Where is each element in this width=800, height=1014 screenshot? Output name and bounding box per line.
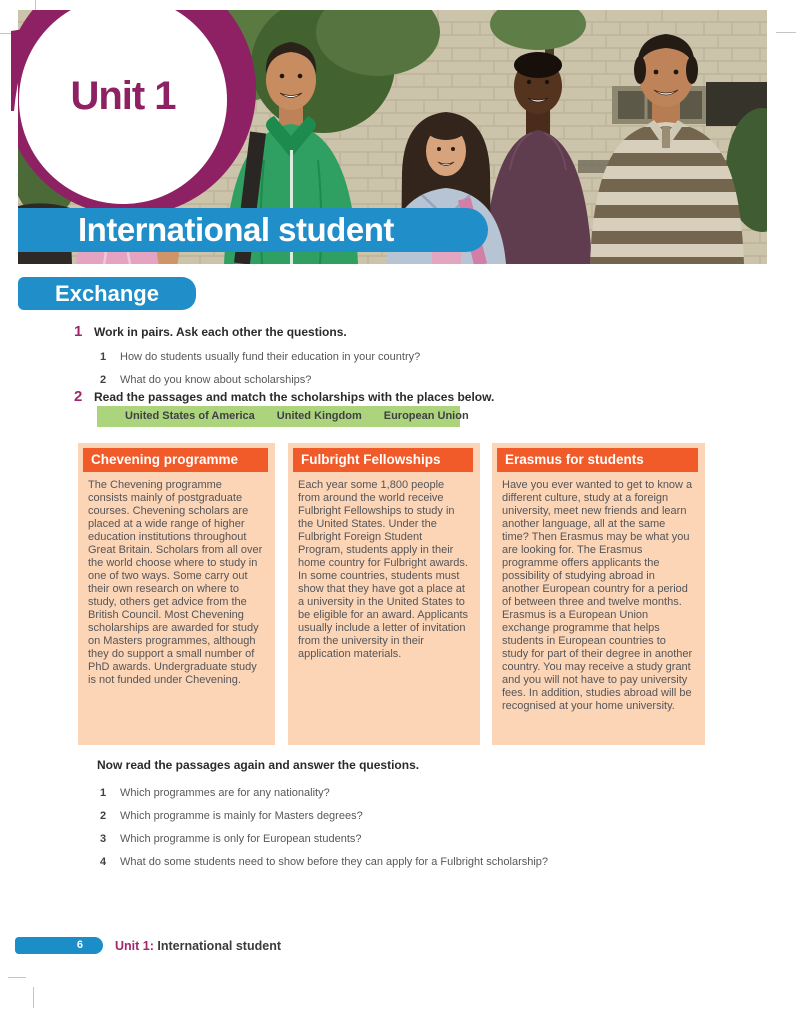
students-photo [18, 10, 767, 264]
footer-unit-label [115, 939, 281, 953]
followup-questions [100, 780, 548, 872]
exercise-2-header [74, 388, 494, 406]
passage-card-erasmus [492, 443, 705, 745]
followup-instruction: Now read the passages again and answer the questions. [97, 758, 420, 772]
question-item: 2 Which programme is mainly for Masters degrees? [100, 810, 363, 822]
exercise-1-questions [100, 344, 420, 390]
passage-title: Erasmus for students [497, 448, 698, 472]
exercise-1-instruction: Work in pairs. Ask each other the questions. [94, 325, 347, 339]
question-item: 2 What do you know about scholarships? [100, 374, 312, 386]
unit-number-label: Unit 1 [70, 74, 176, 118]
exercise-2-number: 2 [74, 388, 83, 405]
crop-mark-bottom-left-h [8, 977, 26, 978]
unit-title-banner [18, 208, 488, 252]
passage-card-fulbright [288, 443, 480, 745]
exercise-1-number: 1 [74, 323, 83, 340]
section-heading-exchange: Exchange [18, 277, 196, 310]
footer-unit-title: International student [157, 939, 281, 953]
footer-unit-prefix: Unit 1: [115, 939, 154, 953]
passage-title: Fulbright Fellowships [293, 448, 473, 472]
match-options-bar [97, 406, 469, 427]
passage-body: The Chevening programme consists mainly of postgraduate courses. Chevening scholars are placed at a wide range of higher education institutions throughout Great Britain. Scholars from all over the world choose where to study in one of two ways. Some carry out their own research on where to study, others get advice from the British Council. Most Chevening scholarships are awarded for study on Masters programmes, although they do support a small number of PhD awards. Undergraduate study is not funded under Chevening. [88, 479, 263, 686]
option-eu: European Union [383, 410, 469, 422]
passage-body: Each year some 1,800 people from around the world receive Fulbright Fellowships to study in the United States. Under the Fulbright Foreign Student Program, students apply in their home country for Fulbright awards. In some countries, students must show that they have got a place at a university in the United States to be eligible for an award. Applicants usually include a letter of invitation from the university in their application materials. [298, 479, 468, 660]
page-number-badge: 6 [15, 937, 103, 954]
option-uk: United Kingdom [276, 410, 362, 422]
exercise-1-header [74, 323, 347, 341]
question-item: 4 What do some students need to show before they can apply for a Fulbright scholarship? [100, 856, 549, 868]
exercise-2-instruction: Read the passages and match the scholarships with the places below. [94, 390, 495, 404]
passage-body: Have you ever wanted to get to know a different culture, study at a foreign university, meet new friends and learn another language, all at the same time? Then Erasmus may be what you are looking for. The Erasmus programme offers applicants the possibility of studying abroad in another European country for a period of between three and twelve months. Erasmus is a European Union exchange programme that helps students in European countries to study for part of their degree in another country. You may receive a study grant and you will not have to pay university fees. In addition, studies abroad will be recognised at your home university. [502, 479, 693, 712]
option-usa: United States of America [125, 410, 255, 422]
question-item: 3 Which programme is only for European students? [100, 833, 362, 845]
question-item: 1 How do students usually fund their education in your country? [100, 351, 421, 363]
crop-mark-top-right-h [776, 32, 796, 33]
corner-bleed-shape [11, 27, 39, 111]
unit-title-text: International student [78, 211, 394, 248]
passage-card-chevening [78, 443, 275, 745]
crop-mark-bottom-left-v [33, 987, 34, 1008]
passage-title: Chevening programme [83, 448, 268, 472]
question-item: 1 Which programmes are for any nationality? [100, 787, 330, 799]
